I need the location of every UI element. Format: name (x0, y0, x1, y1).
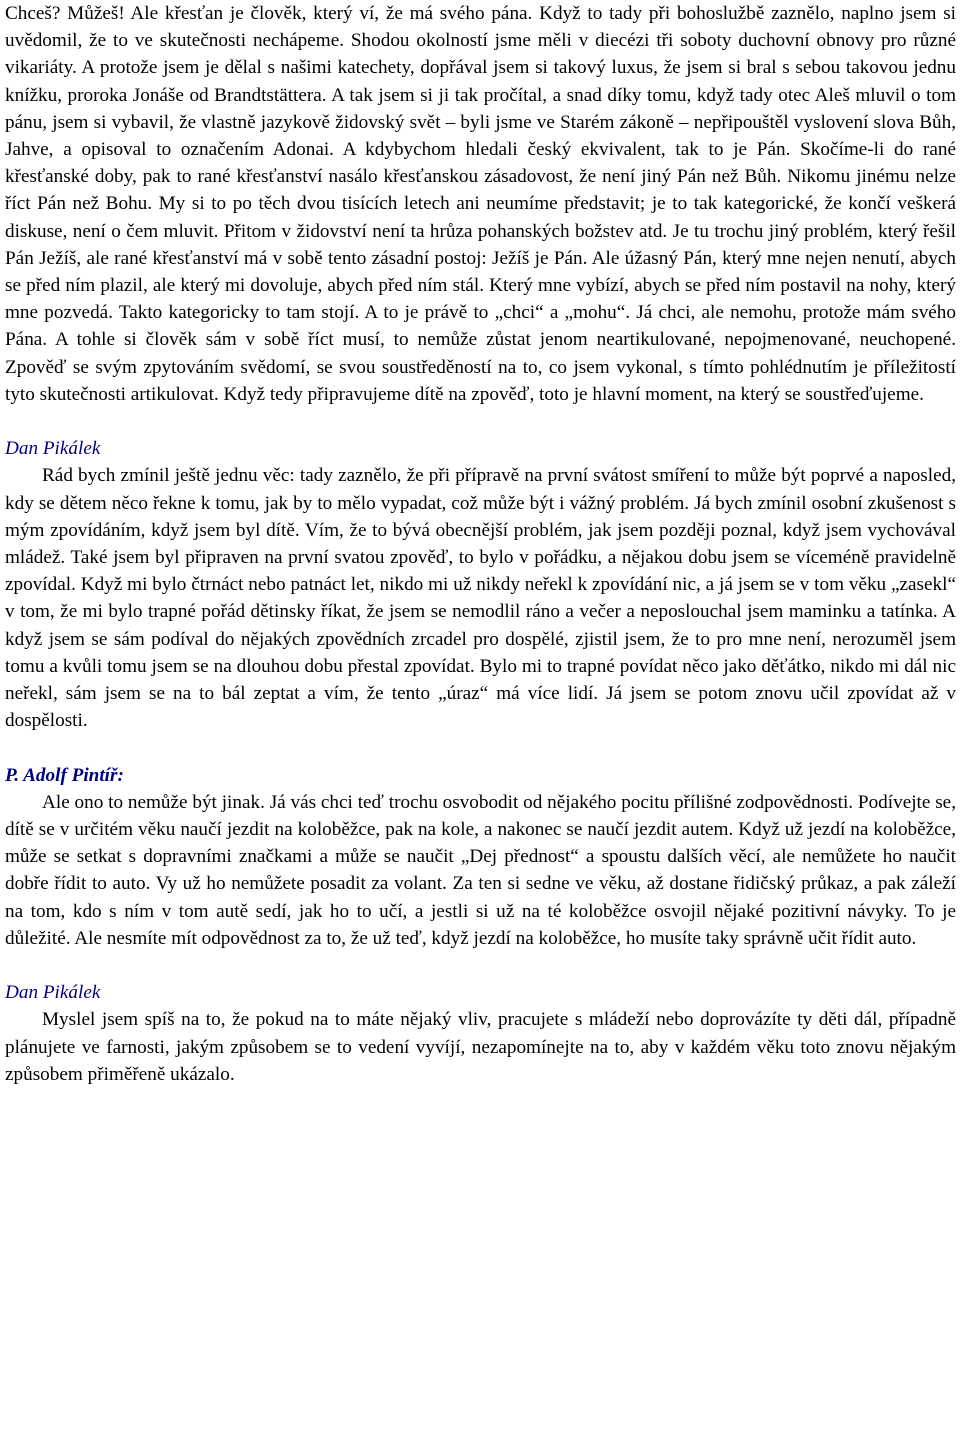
paragraph-3: Ale ono to nemůže být jinak. Já vás chci teď trochu osvobodit od nějakého pocitu přílišné zodpovědnosti. Podívejte se, dítě se v určitém věku naučí jezdit na koloběžce, pak na kole, a nakonec se naučí jezdit autem. Když už jezdí na koloběžce, může se setkat s dopravními značkami a může se naučit „Dej přednost“ a spoustu dalších věcí, ale nemůžete ho naučit dobře řídit to auto. Vy už ho nemůžete posadit za volant. Za ten si sedne ve věku, až dostane řidičský průkaz, a pak záleží na tom, kdo s ním v tom autě sedí, jak ho to učí, a jestli si už na té koloběžce osvojil nějaké pozitivní návyky. To je důležité. Ale nesmíte mít odpovědnost za to, že už teď, když jezdí na koloběžce, ho musíte taky správně učit řídit auto. (5, 791, 956, 949)
paragraph-gap (5, 408, 956, 435)
paragraph-2: Rád bych zmínil ještě jednu věc: tady zaznělo, že při přípravě na první svátost smíření to může být poprvé a naposled, kdy se dětem něco řekne k tomu, jak by to mělo vypadat, což může být i vážný problém. Já bych zmínil osobní zkušenost s mým zpovídáním, když jsem byl dítě. Vím, že to bývá obecnější problém, jak jsem později poznal, když jsem vychovával mládež. Také jsem byl připraven na první svatou zpověď, to bylo v pořádku, a nějakou dobu jsem se víceméně pravidelně zpovídal. Když mi bylo čtrnáct nebo patnáct let, nikdo mi už nikdy neřekl k zpovídání nic, a já jsem se v tom věku „zasekl“ v tom, že mi bylo trapné pořád dětinsky říkat, že jsem se nemodlil ráno a večer a neposlouchal jsem maminku a tatínka. A když jsem se sám podíval do nějakých zpovědních zrcadel pro dospělé, zjistil jsem, že to pro mne není, nerozuměl jsem tomu a kvůli tomu jsem se na dlouhou dobu přestal zpovídat. Bylo mi to trapné povídat něco jako děťátko, nikdo mi dál nic neřekl, sám jsem se na to bál zeptat a vím, že tento „úraz“ má více lidí. Já jsem se potom znovu učil zpovídat až v dospělosti. (5, 465, 956, 732)
speaker-name: Dan Pikálek (5, 438, 101, 460)
paragraph-gap (5, 734, 956, 761)
paragraph-1: Chceš? Můžeš! Ale křesťan je člověk, který ví, že má svého pána. Když to tady při bohoslužbě zaznělo, naplno jsem si uvědomil, že to ve skutečnosti nechápeme. Shodou okolností jsme měli v diecézi tři soboty duchovní obnovy pro různé vikariáty. A protože jsem je dělal s našimi katechety, dopřával jsem si takový luxus, že jsem si bral s sebou takovou jednu knížku, proroka Jonáše od Brandtstättera. A tak jsem si ji tak pročítal, a snad díky tomu, když tady otec Aleš mluvil o tom pánu, jsem si vybavil, že vlastně jazykově židovský svět – byli jsme ve Starém zákoně – nepřipouštěl vyslovení slova Bůh, Jahve, a opisoval to označením Adonai. A kdybychom hledali český ekvivalent, tak to je Pán. Skočíme-li do rané křesťanské doby, pak to rané křesťanství nasálo křesťanskou zásadovost, že není jiný Pán než Bůh. Nikomu jinému nelze říct Pán než Bohu. My si to po těch dvou tisících letech ani neumíme představit; je to tak kategorické, že končí veškerá diskuse, není o čem mluvit. Přitom v židovství není ta hrůza pohanských božstev atd. Je tu trochu jiný problém, který řešil Pán Ježíš, ale rané křesťanství má v sobě tento zásadní postoj: Ježíš je Pán. Ale úžasný Pán, který mne nejen nenutí, abych se před ním plazil, ale který mi dovoluje, abych před ním stál. Který mne vybízí, abych se před ním postavil na nohy, který mne pozvedá. Takto kategoricky to tam stojí. A to je právě to „chci“ a „mohu“. Já chci, ale nemohu, protože mám svého Pána. A tohle si člověk sám v sobě říct musí, to nemůže zůstat jenom neartikulované, nepojmenované, neuchopené. Zpověď se svým zpytováním svědomí, se svou soustředěností na to, co jsem vykonal, s tímto pohlédnutím je příležitostí tyto skutečnosti artikulovat. Když tedy připravujeme dítě na zpověď, toto je hlavní moment, na který se soustřeďujeme. (5, 3, 956, 405)
speaker-name: Dan Pikálek (5, 982, 101, 1004)
paragraph-gap (5, 952, 956, 979)
speaker-name: P. Adolf Pintíř: (5, 764, 124, 786)
document-page (5, 0, 956, 1088)
paragraph-4: Myslel jsem spíš na to, že pokud na to máte nějaký vliv, pracujete s mládeží nebo doprovázíte ty děti dál, případně plánujete ve farnosti, jakým způsobem se to vedení vyvíjí, nezapomínejte na to, aby v každém věku toto znovu nějakým způsobem přiměřeně ukázalo. (5, 1009, 956, 1085)
